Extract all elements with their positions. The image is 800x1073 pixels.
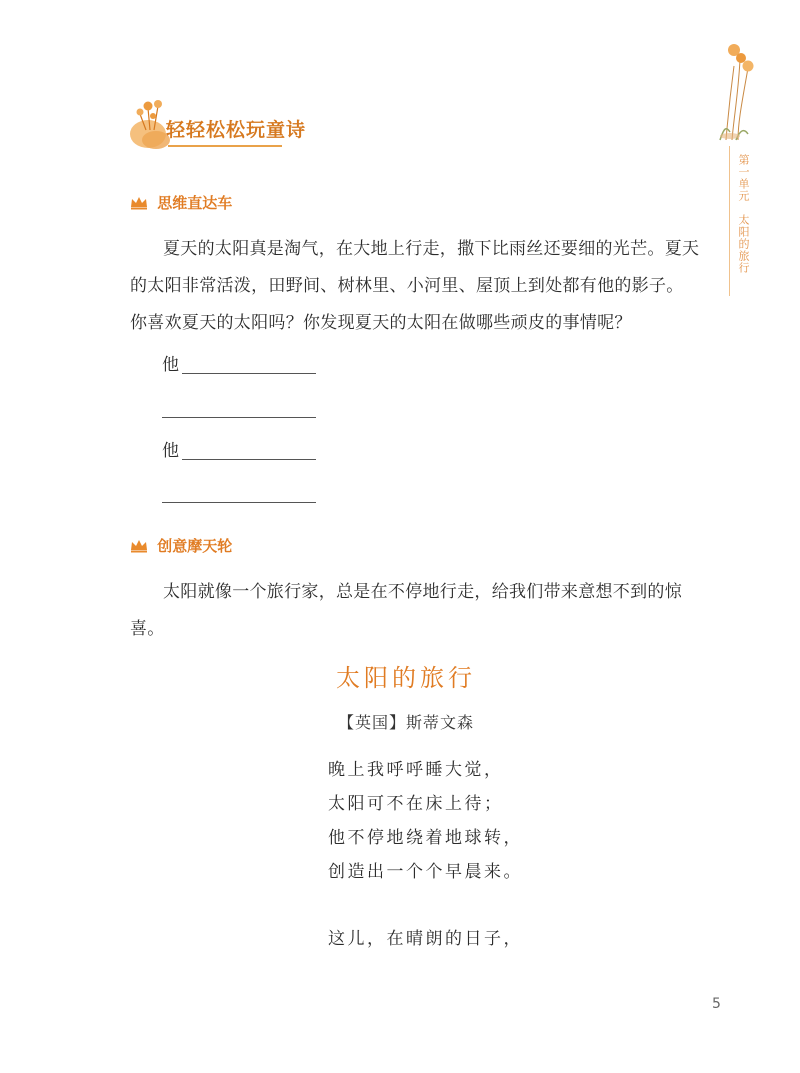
poem-author: 【英国】斯蒂文森 [337, 713, 474, 732]
fill-prefix: 他 [162, 441, 179, 461]
poem-line: 创造出一个个早晨来。 [328, 862, 523, 882]
poem-line: 太阳可不在床上待； [328, 794, 504, 814]
fill-in-row [162, 479, 322, 505]
section1-paragraph: 夏天的太阳真是淘气，在大地上行走，撒下比雨丝还要细的光芒。夏天的太阳非常活泼，田野间、树林里、小河里、屋顶上到处都有他的影子。你喜欢夏天的太阳吗？你发现夏天的太阳在做哪些顽皮的事情呢？ [130, 239, 700, 333]
crown-icon [130, 539, 148, 553]
answer-line[interactable] [182, 373, 316, 374]
section-title: 创意摩天轮 [157, 537, 233, 555]
header-badge [126, 96, 307, 156]
header-title: 轻轻松松玩童诗 [166, 119, 307, 141]
answer-line[interactable] [182, 459, 316, 460]
page-number: 5 [712, 996, 721, 1012]
fill-in-row [162, 350, 322, 376]
poem-title: 太阳的旅行 [336, 664, 476, 692]
fill-in-row [162, 436, 322, 462]
section2-paragraph: 太阳就像一个旅行家，总是在不停地行走，给我们带来意想不到的惊喜。 [130, 582, 682, 639]
section-title: 思维直达车 [157, 194, 233, 212]
side-divider [729, 146, 730, 296]
poem-line: 他不停地绕着地球转， [328, 828, 523, 848]
plant-icon [712, 36, 758, 142]
section-header-thinking [130, 192, 232, 213]
side-lesson: 太阳的旅行 [737, 214, 750, 274]
poem-line: 晚上我呼呼睡大觉， [328, 760, 504, 780]
fill-in-row [162, 394, 322, 420]
answer-line[interactable] [162, 502, 316, 503]
poem-line: 这儿，在晴朗的日子， [328, 929, 523, 949]
fill-prefix: 他 [162, 355, 179, 375]
header-underline [168, 145, 282, 147]
crown-icon [130, 196, 148, 210]
side-chapter-label [736, 154, 750, 274]
side-unit: 第一单元 [737, 154, 750, 202]
answer-line[interactable] [162, 417, 316, 418]
section-header-creative [130, 535, 232, 556]
